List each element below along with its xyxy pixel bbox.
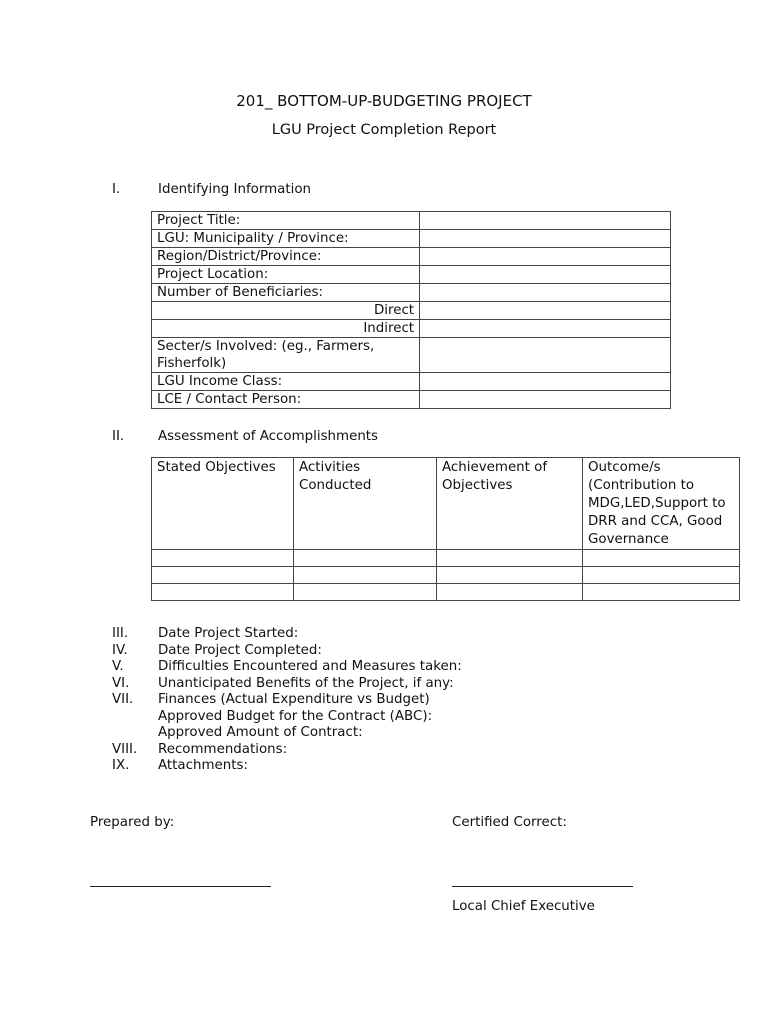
item-number: III.: [112, 626, 129, 641]
field-value[interactable]: [420, 248, 671, 266]
field-label: LCE / Contact Person:: [152, 391, 420, 409]
table-cell[interactable]: [152, 584, 294, 601]
field-label: Number of Beneficiaries:: [152, 284, 420, 302]
table-row: [152, 338, 671, 373]
item-text: Date Project Started:: [158, 626, 299, 641]
item-text: Approved Amount of Contract:: [158, 725, 363, 740]
field-value[interactable]: [420, 338, 671, 373]
table-row: [152, 302, 671, 320]
item-text: Date Project Completed:: [158, 642, 322, 658]
field-value[interactable]: [420, 320, 671, 338]
certified-signature-line[interactable]: [452, 886, 633, 887]
field-value[interactable]: [420, 284, 671, 302]
item-text: Recommendations:: [158, 741, 288, 757]
table-row: [152, 248, 671, 266]
item-text: Finances (Actual Expenditure vs Budget): [158, 692, 430, 707]
field-value[interactable]: [420, 230, 671, 248]
table-row: [152, 584, 740, 601]
section-1-heading: Identifying Information: [158, 182, 312, 197]
field-label: LGU Income Class:: [152, 373, 420, 391]
table-row: [152, 284, 671, 302]
table-row: [152, 567, 740, 584]
table-cell[interactable]: [294, 550, 437, 567]
table-row: [152, 373, 671, 391]
column-header: Outcome/s (Contribution to MDG,LED,Support to DRR and CCA, Good Governance: [583, 458, 740, 550]
item-text: Unanticipated Benefits of the Project, if any:: [158, 675, 454, 691]
field-label: Secter/s Involved: (eg., Farmers, Fisherfolk): [152, 338, 420, 373]
table-cell[interactable]: [583, 550, 740, 567]
table-cell[interactable]: [583, 584, 740, 601]
section-2-number: II.: [112, 429, 125, 444]
field-value[interactable]: [420, 266, 671, 284]
item-number: IV.: [112, 642, 128, 658]
field-label: LGU: Municipality / Province:: [152, 230, 420, 248]
item-text: Attachments:: [158, 758, 248, 773]
prepared-by-signature-line[interactable]: [90, 886, 271, 887]
prepared-by-label: Prepared by:: [90, 815, 175, 830]
item-number: VII.: [112, 692, 134, 707]
table-row: [152, 266, 671, 284]
column-header: Activities Conducted: [294, 458, 437, 550]
item-text: Approved Budget for the Contract (ABC):: [158, 708, 433, 724]
local-chief-executive-label: Local Chief Executive: [452, 899, 595, 914]
item-number: V.: [112, 659, 124, 674]
item-text: Difficulties Encountered and Measures taken:: [158, 659, 462, 674]
document-title: 201_ BOTTOM-UP-BUDGETING PROJECT: [236, 92, 532, 110]
table-row: [152, 212, 671, 230]
item-number: IX.: [112, 758, 130, 773]
table-cell[interactable]: [437, 584, 583, 601]
field-label: Project Location:: [152, 266, 420, 284]
table-cell[interactable]: [294, 567, 437, 584]
table-row: [152, 391, 671, 409]
field-label: Direct: [152, 302, 420, 320]
accomplishments-table: [151, 457, 740, 601]
section-1-number: I.: [112, 182, 121, 197]
field-value[interactable]: [420, 302, 671, 320]
document-subtitle: LGU Project Completion Report: [271, 122, 497, 138]
table-cell[interactable]: [437, 550, 583, 567]
table-row: [152, 320, 671, 338]
field-label: Indirect: [152, 320, 420, 338]
table-cell[interactable]: [583, 567, 740, 584]
field-label: Project Title:: [152, 212, 420, 230]
table-cell[interactable]: [294, 584, 437, 601]
table-cell[interactable]: [437, 567, 583, 584]
table-cell[interactable]: [152, 550, 294, 567]
field-value[interactable]: [420, 391, 671, 409]
table-row: [152, 230, 671, 248]
field-label: Region/District/Province:: [152, 248, 420, 266]
identifying-info-table: [151, 211, 671, 409]
field-value[interactable]: [420, 212, 671, 230]
table-cell[interactable]: [152, 567, 294, 584]
item-number: VIII.: [112, 741, 138, 757]
table-row: [152, 550, 740, 567]
field-value[interactable]: [420, 373, 671, 391]
item-number: VI.: [112, 675, 130, 691]
column-header: Achievement of Objectives: [437, 458, 583, 550]
section-2-heading: Assessment of Accomplishments: [158, 429, 379, 444]
table-header-row: [152, 458, 740, 550]
certified-correct-label: Certified Correct:: [452, 815, 567, 830]
column-header: Stated Objectives: [152, 458, 294, 550]
